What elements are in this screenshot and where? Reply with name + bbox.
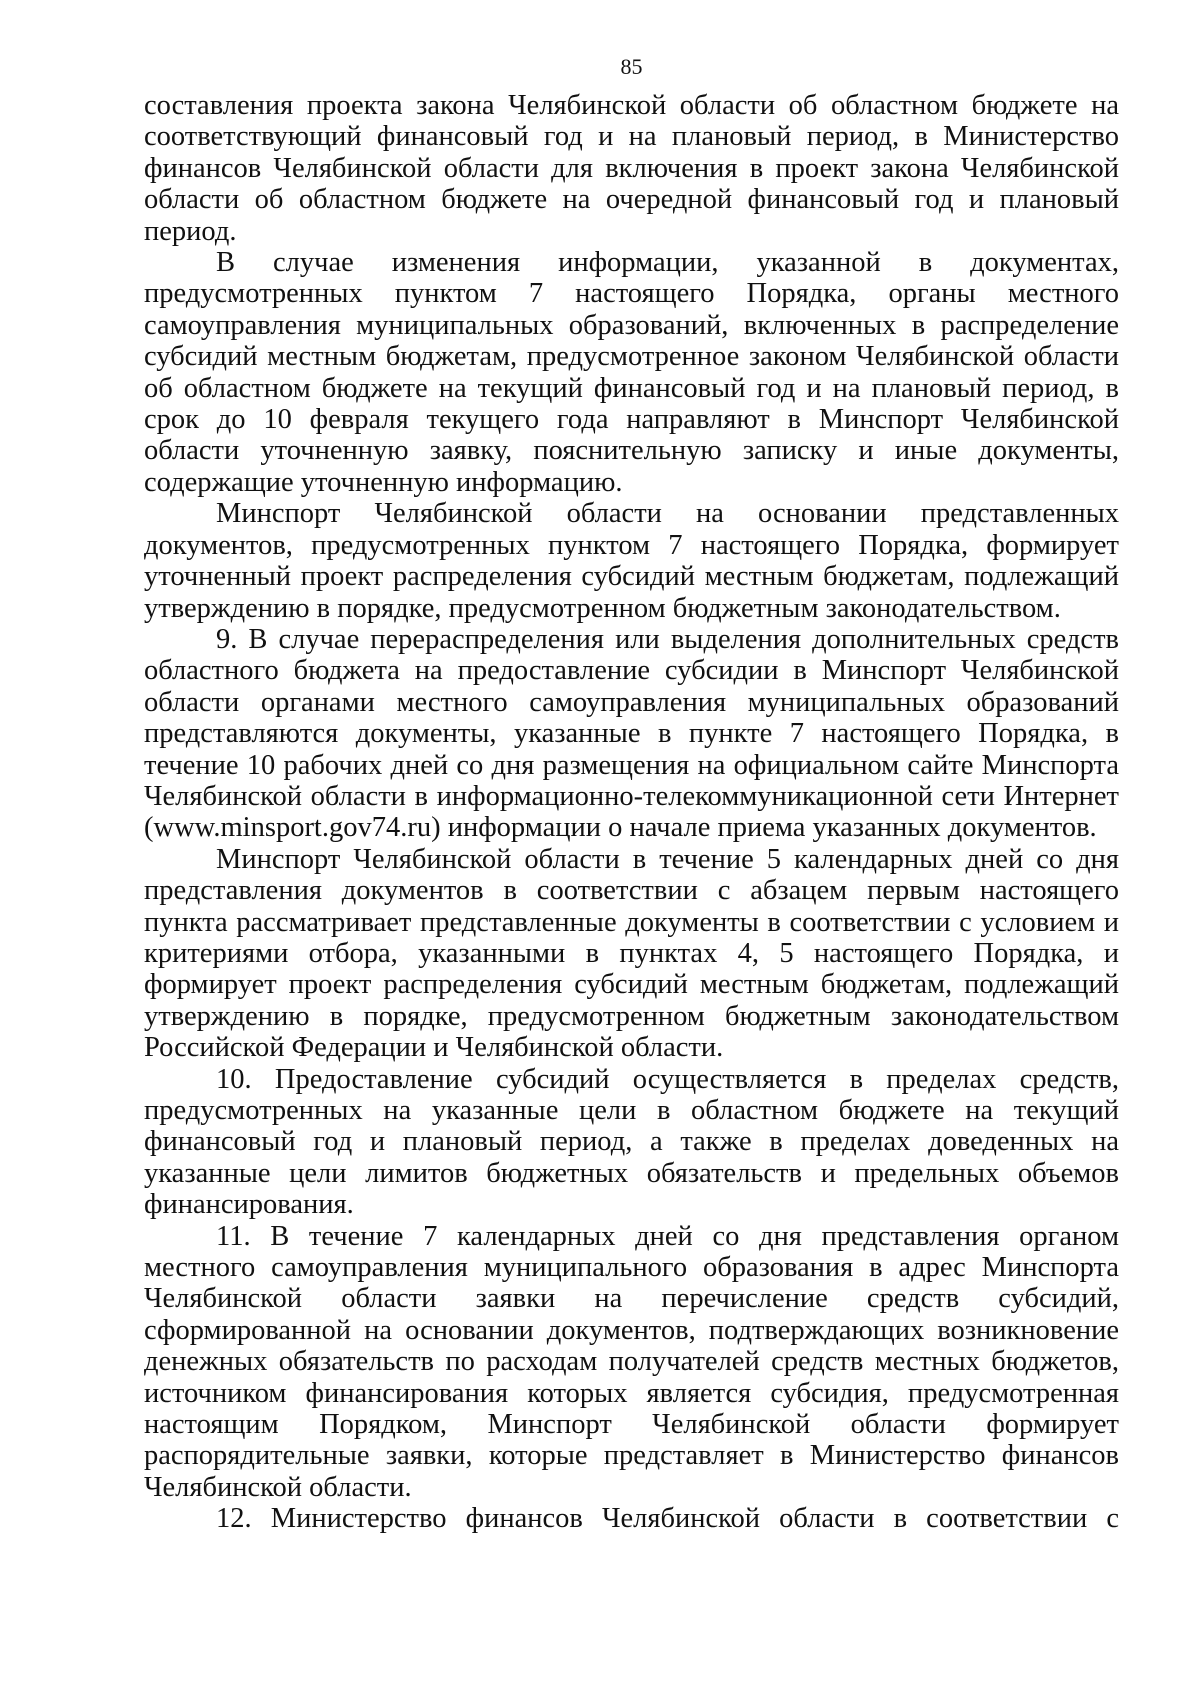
paragraph-item-12: 12. Министерство финансов Челябинской области в соответствии с: [216, 1503, 1119, 1535]
document-page: [144, 52, 1119, 1535]
paragraph-info-change: В случае изменения информации, указанной в документах, предусмотренных пунктом 7 настоящего Порядка, органы местного самоуправления муниципальных образований, включенных в распределение субсидий местным бюджетам, предусмотренное законом Челябинской области об областном бюджете на текущий финансовый год и на плановый период, в срок до 10 февраля текущего года направляют в Минспорт Челябинской области уточненную заявку, пояснительную записку и иные документы, содержащие уточненную информацию.: [144, 247, 1119, 498]
paragraph-item-9-review: Минспорт Челябинской области в течение 5 календарных дней со дня представления документов в соответствии с абзацем первым настоящего пункта рассматривает представленные документы в соответствии с условием и критериями отбора, указанными в пунктах 4, 5 настоящего Порядка, и формирует проект распределения субсидий местным бюджетам, подлежащий утверждению в порядке, предусмотренном бюджетным законодательством Российской Федерации и Челябинской области.: [144, 843, 1119, 1064]
paragraph-item-11: 11. В течение 7 календарных дней со дня представления органом местного самоуправления муниципального образования в адрес Минспорта Челябинской области заявки на перечисление средств субсидий, сформированной на основании документов, подтверждающих возникновение денежных обязательств по расходам получателей средств местных бюджетов, источником финансирования которых является субсидия, предусмотренная настоящим Порядком, Минспорт Челябинской области формирует распорядительные заявки, которые представляет в Министерство финансов Челябинской области.: [144, 1220, 1119, 1503]
paragraph-item-9: 9. В случае перераспределения или выделения дополнительных средств областного бюджета на предоставление субсидии в Минспорт Челябинской области органами местного самоуправления муниципальных образований представляются документы, указанные в пункте 7 настоящего Порядка, в течение 10 рабочих дней со дня размещения на официальном сайте Минспорта Челябинской области в информационно-телекоммуникационной сети Интернет (www.minsport.gov74.ru) информации о начале приема указанных документов.: [144, 623, 1119, 844]
paragraph-minsport-forms: Минспорт Челябинской области на основании представленных документов, предусмотренных пунктом 7 настоящего Порядка, формирует уточненный проект распределения субсидий местным бюджетам, подлежащий утверждению в порядке, предусмотренном бюджетным законодательством.: [144, 498, 1119, 624]
page-number: 85: [620, 54, 643, 79]
paragraph-continuation: составления проекта закона Челябинской области об областном бюджете на соответствующий финансовый год и на плановый период, в Министерство финансов Челябинской области для включения в проект закона Челябинской области об областном бюджете на очередной финансовый год и плановый период.: [144, 90, 1119, 247]
paragraph-item-10: 10. Предоставление субсидий осуществляется в пределах средств, предусмотренных на указанные цели в областном бюджете на текущий финансовый год и плановый период, а также в пределах доведенных на указанные цели лимитов бюджетных обязательств и предельных объемов финансирования.: [144, 1063, 1119, 1221]
